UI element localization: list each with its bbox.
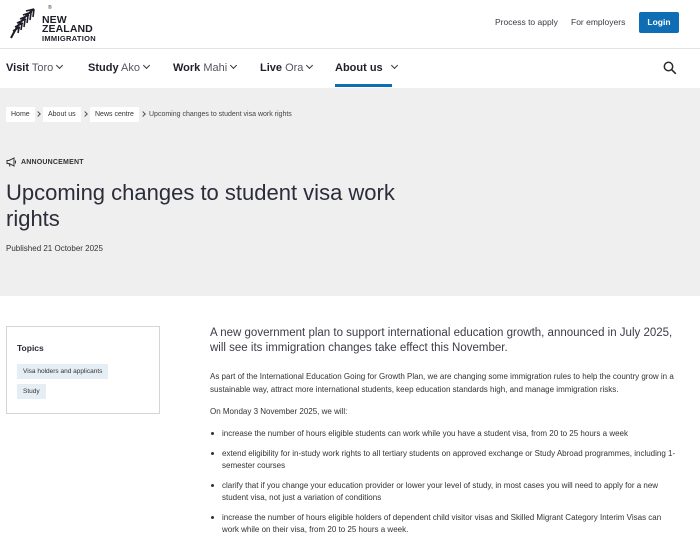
for-employers-link[interactable]: For employers bbox=[571, 17, 626, 27]
chevron-down-icon bbox=[56, 62, 63, 69]
main-nav bbox=[0, 49, 700, 87]
breadcrumb-current: Upcoming changes to student visa work rights bbox=[149, 111, 292, 118]
login-button[interactable]: Login bbox=[639, 12, 679, 33]
list-item: increase the number of hours eligible students can work while you have a student visa, from 20 to 25 hours a week bbox=[210, 428, 680, 440]
chevron-down-icon bbox=[306, 62, 313, 69]
registered-mark: ® bbox=[48, 5, 52, 11]
list-item: increase the number of hours eligible holders of dependent child visitor visas and Skilled Migrant Category Interim Visas can work while on their visa, from 20 to 25 hours a week. bbox=[210, 512, 680, 536]
nav-label: Live bbox=[260, 62, 283, 74]
article-paragraph: As part of the International Education Going for Growth Plan, we are changing some immigration rules to help the country grow in a sustainable way, attract more international students, keep education standards high, and manage immigration risks. bbox=[210, 372, 674, 394]
nav-maori-label: Mahi bbox=[203, 62, 228, 74]
search-icon[interactable] bbox=[663, 61, 677, 75]
nav-label: About us bbox=[335, 62, 383, 74]
nav-label: Work bbox=[173, 62, 201, 74]
article-paragraph: On Monday 3 November 2025, we will: bbox=[210, 407, 348, 416]
process-to-apply-link[interactable]: Process to apply bbox=[495, 17, 558, 27]
top-header bbox=[0, 0, 700, 48]
list-item: extend eligibility for in-study work rights to all tertiary students on approved exchange or Study Abroad programmes, including 1-semester courses bbox=[210, 448, 680, 472]
topic-tag-study[interactable]: Study bbox=[17, 384, 46, 399]
chevron-down-icon bbox=[230, 62, 237, 69]
topics-panel bbox=[6, 326, 160, 414]
nav-label: Study bbox=[88, 62, 119, 74]
nav-item-work[interactable] bbox=[173, 62, 236, 74]
breadcrumb-home[interactable]: Home bbox=[6, 107, 35, 122]
topics-title: Topics bbox=[17, 343, 44, 353]
change-list bbox=[210, 428, 680, 539]
nav-label: Visit bbox=[6, 62, 30, 74]
nav-maori-label: Ora bbox=[285, 62, 304, 74]
chevron-down-icon bbox=[143, 62, 150, 69]
chevron-down-icon bbox=[391, 62, 398, 69]
logo-wordmark bbox=[42, 16, 112, 43]
logo-line2: IMMIGRATION bbox=[42, 34, 96, 43]
breadcrumb-about-us[interactable]: About us bbox=[43, 107, 81, 122]
published-date: Published 21 October 2025 bbox=[6, 244, 103, 253]
nav-item-live[interactable] bbox=[260, 62, 312, 74]
nav-item-visit[interactable] bbox=[6, 62, 62, 74]
article-category: ANNOUNCEMENT bbox=[21, 159, 84, 166]
nav-maori-label: Toro bbox=[31, 62, 54, 74]
megaphone-icon bbox=[6, 157, 17, 167]
topic-tag-visa-holders[interactable]: Visa holders and applicants bbox=[17, 364, 108, 379]
silver-fern-icon bbox=[8, 6, 38, 40]
breadcrumb-news-centre[interactable]: News centre bbox=[90, 107, 139, 122]
article-lead: A new government plan to support international education growth, announced in July 2025, will see its immigration changes take effect this November. bbox=[210, 327, 673, 354]
list-item: clarify that if you change your education provider or lower your level of study, in most cases you will need to apply for a new student visa, not just a variation of conditions bbox=[210, 480, 680, 504]
nav-item-about-us[interactable] bbox=[335, 62, 397, 74]
nz-immigration-logo[interactable] bbox=[8, 5, 112, 43]
logo-line1: NEW ZEALAND bbox=[42, 14, 93, 35]
nav-maori-label: Ako bbox=[121, 62, 140, 74]
nav-item-study[interactable] bbox=[88, 62, 149, 74]
page-title: Upcoming changes to student visa work rights bbox=[6, 180, 395, 231]
nav-active-indicator bbox=[335, 84, 392, 87]
